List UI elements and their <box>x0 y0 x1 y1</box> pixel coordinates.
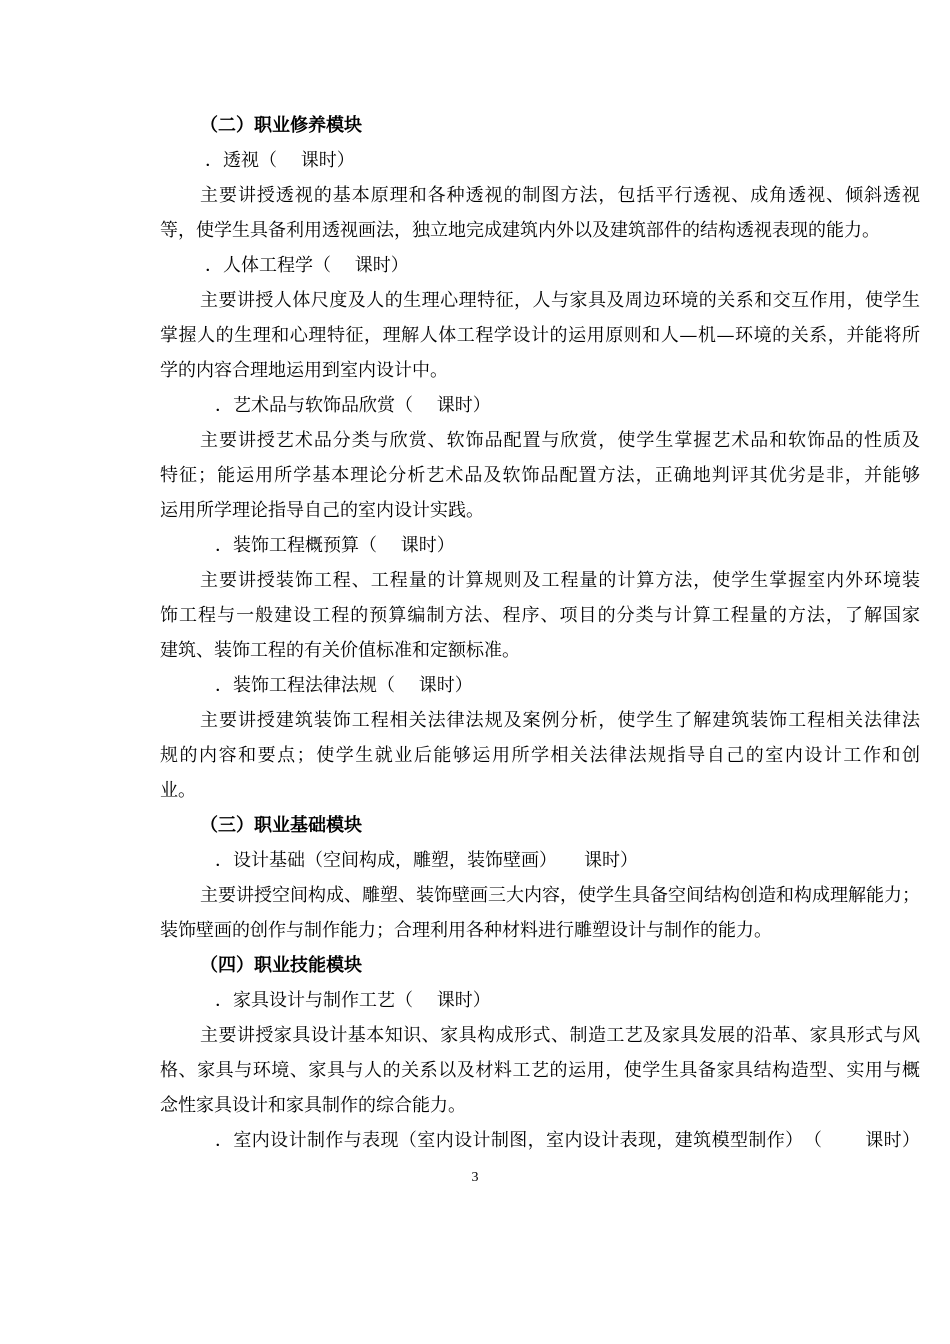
course-title: ．艺术品与软饰品欣赏（ 课时） <box>215 395 491 416</box>
course-title: ．人体工程学（ 课时） <box>205 255 409 276</box>
paragraph-line: 主要讲授透视的基本原理和各种透视的制图方法，包括平行透视、成角透视、倾斜透视 <box>200 185 920 206</box>
paragraph-line: 运用所学理论指导自己的室内设计实践。 <box>160 500 484 521</box>
course-title: ．家具设计与制作工艺（ 课时） <box>215 990 491 1011</box>
page-number: 3 <box>471 1170 479 1185</box>
paragraph-line: 特征；能运用所学基本理论分析艺术品及软饰品配置方法，正确地判评其优劣是非，并能够 <box>160 465 920 486</box>
paragraph-line: 主要讲授装饰工程、工程量的计算规则及工程量的计算方法，使学生掌握室内外环境装 <box>200 570 920 591</box>
course-title: ．室内设计制作与表现（室内设计制图，室内设计表现，建筑模型制作） （ 课时） <box>215 1130 920 1151</box>
paragraph-line: 业。 <box>160 780 196 801</box>
paragraph-line: 主要讲授家具设计基本知识、家具构成形式、制造工艺及家具发展的沿革、家具形式与风 <box>200 1025 920 1046</box>
paragraph-line: 主要讲授艺术品分类与欣赏、软饰品配置与欣赏，使学生掌握艺术品和软饰品的性质及 <box>200 430 920 451</box>
paragraph-line: 装饰壁画的创作与制作能力；合理利用各种材料进行雕塑设计与制作的能力。 <box>160 920 772 941</box>
paragraph-line: 主要讲授建筑装饰工程相关法律法规及案例分析，使学生了解建筑装饰工程相关法律法 <box>200 710 920 731</box>
paragraph-line: 念性家具设计和家具制作的综合能力。 <box>160 1095 466 1116</box>
paragraph-line: 掌握人的生理和心理特征，理解人体工程学设计的运用原则和人—机—环境的关系，并能将所 <box>160 325 920 346</box>
paragraph-line: 主要讲授人体尺度及人的生理心理特征，人与家具及周边环境的关系和交互作用，使学生 <box>200 290 920 311</box>
paragraph-line: 主要讲授空间构成、雕塑、装饰壁画三大内容，使学生具备空间结构创造和构成理解能力； <box>200 885 920 906</box>
paragraph-line: 饰工程与一般建设工程的预算编制方法、程序、项目的分类与计算工程量的方法，了解国家 <box>160 605 920 626</box>
course-title: ．装饰工程法律法规（ 课时） <box>215 675 473 696</box>
course-title: ．透视（ 课时） <box>205 150 355 171</box>
section-heading: （三）职业基础模块 <box>200 815 362 836</box>
paragraph-line: 建筑、装饰工程的有关价值标准和定额标准。 <box>160 640 520 661</box>
paragraph-line: 等，使学生具备利用透视画法，独立地完成建筑内外以及建筑部件的结构透视表现的能力。 <box>160 220 880 241</box>
paragraph-line: 学的内容合理地运用到室内设计中。 <box>160 360 448 381</box>
section-heading: （四）职业技能模块 <box>200 955 362 976</box>
section-heading: （二）职业修养模块 <box>200 115 362 136</box>
paragraph-line: 格、家具与环境、家具与人的关系以及材料工艺的运用，使学生具备家具结构造型、实用与概 <box>160 1060 920 1081</box>
course-title: ．装饰工程概预算（ 课时） <box>215 535 455 556</box>
course-title: ．设计基础（空间构成，雕塑，装饰壁画） 课时） <box>215 850 638 871</box>
paragraph-line: 规的内容和要点；使学生就业后能够运用所学相关法律法规指导自己的室内设计工作和创 <box>160 745 920 766</box>
